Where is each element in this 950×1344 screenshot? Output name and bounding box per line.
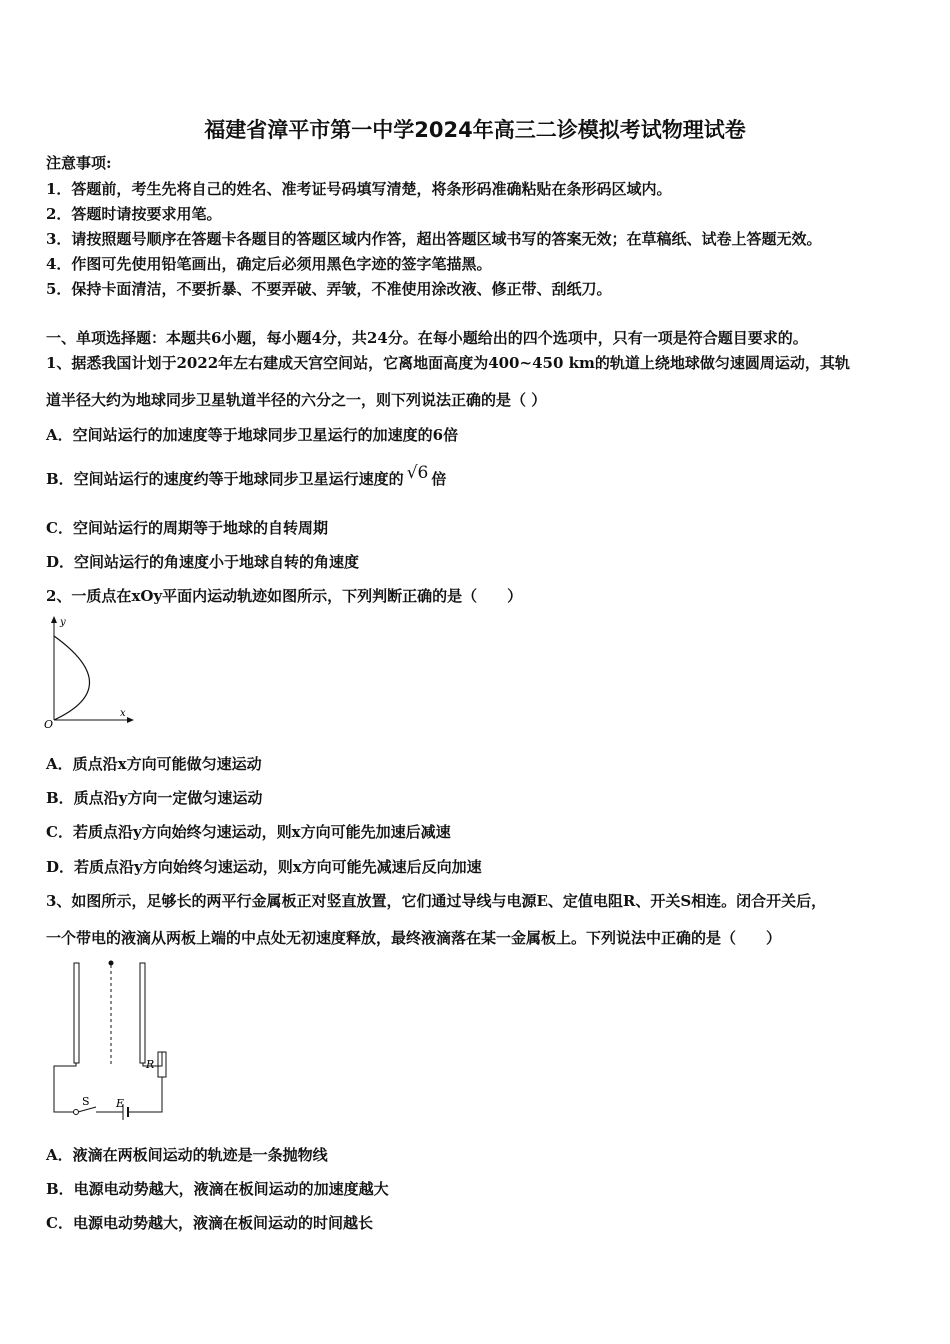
- q1-option-b: [46, 463, 447, 489]
- q1-option-c: C．空间站运行的周期等于地球的自转周期: [46, 519, 328, 537]
- q2-option-d: D．若质点沿y方向始终匀速运动，则x方向可能先减速后反向加速: [46, 858, 482, 876]
- q3-option-a: A．液滴在两板间运动的轨迹是一条抛物线: [46, 1146, 328, 1164]
- q1-option-a: A．空间站运行的加速度等于地球同步卫星运行的加速度的6倍: [46, 426, 459, 444]
- q3-option-b: B．电源电动势越大，液滴在板间运动的加速度越大: [46, 1180, 389, 1198]
- left-plate: [74, 963, 79, 1063]
- note-item: 2．答题时请按要求用笔。: [46, 205, 222, 223]
- q3-stem-line2: 一个带电的液滴从两板上端的中点处无初速度释放，最终液滴落在某一金属板上。下列说法中正确的是（ ）: [46, 929, 782, 947]
- page-title: 福建省漳平市第一中学2024年高三二诊模拟考试物理试卷: [204, 118, 746, 142]
- note-item: 4．作图可先使用铅笔画出，确定后必须用黑色字迹的签字笔描黑。: [46, 255, 492, 273]
- q2-option-c: C．若质点沿y方向始终匀速运动，则x方向可能先加速后减速: [46, 823, 451, 841]
- q1-stem-line2: 道半径大约为地球同步卫星轨道半径的六分之一，则下列说法正确的是（ ）: [46, 391, 547, 409]
- section-heading: 一、单项选择题：本题共6小题，每小题4分，共24分。在每小题给出的四个选项中，只有一项是符合题目要求的。: [46, 329, 808, 347]
- switch-label: S: [82, 1095, 90, 1108]
- right-bottom-wire: [128, 1077, 162, 1112]
- note-item: 1．答题前，考生先将自己的姓名、准考证号码填写清楚，将条形码准确粘贴在条形码区域内。: [46, 180, 672, 198]
- y-label: y: [60, 617, 66, 628]
- sqrt-six: √6: [406, 463, 429, 483]
- q3-option-c: C．电源电动势越大，液滴在板间运动的时间越长: [46, 1214, 373, 1232]
- q1-option-b-text: B．空间站运行的速度约等于地球同步卫星运行速度的: [46, 470, 404, 488]
- origin-label: O: [44, 718, 54, 731]
- x-label: x: [120, 708, 126, 719]
- x-axis-arrow: [127, 717, 134, 723]
- left-wire: [54, 1063, 76, 1112]
- y-axis-arrow: [51, 616, 57, 623]
- q1-stem-line1: 1、据悉我国计划于2022年左右建成天宫空间站，它离地面高度为400~450 km的轨道上绕地球做匀速圆周运动，其轨: [46, 354, 850, 372]
- notes-heading: 注意事项:: [46, 154, 112, 172]
- q2-option-a: A．质点沿x方向可能做匀速运动: [46, 755, 262, 773]
- trajectory-curve: [54, 636, 90, 720]
- q3-stem-line1: 3、如图所示，足够长的两平行金属板正对竖直放置，它们通过导线与电源E、定值电阻R、开关S相连。闭合开关后，: [46, 892, 827, 910]
- q1-option-d: D．空间站运行的角速度小于地球自转的角速度: [46, 553, 360, 571]
- note-item: 3．请按照题号顺序在答题卡各题目的答题区域内作答，超出答题区域书写的答案无效；在草稿纸、试卷上答题无效。: [46, 230, 822, 248]
- battery-label: E: [116, 1097, 125, 1110]
- q1-option-b-suffix: 倍: [431, 470, 447, 488]
- resistor-label: R: [146, 1058, 155, 1071]
- right-plate: [140, 963, 145, 1063]
- switch-terminal: [74, 1110, 79, 1115]
- q2-stem: 2、一质点在xOy平面内运动轨迹如图所示，下列判断正确的是（ ）: [46, 587, 523, 605]
- droplet-dot: [109, 961, 114, 966]
- q2-option-b: B．质点沿y方向一定做匀速运动: [46, 789, 263, 807]
- q3-circuit-figure: [44, 955, 174, 1120]
- note-item: 5．保持卡面清洁，不要折暴、不要弄破、弄皱，不准使用涂改液、修正带、刮纸刀。: [46, 280, 612, 298]
- q2-trajectory-figure: [40, 612, 140, 732]
